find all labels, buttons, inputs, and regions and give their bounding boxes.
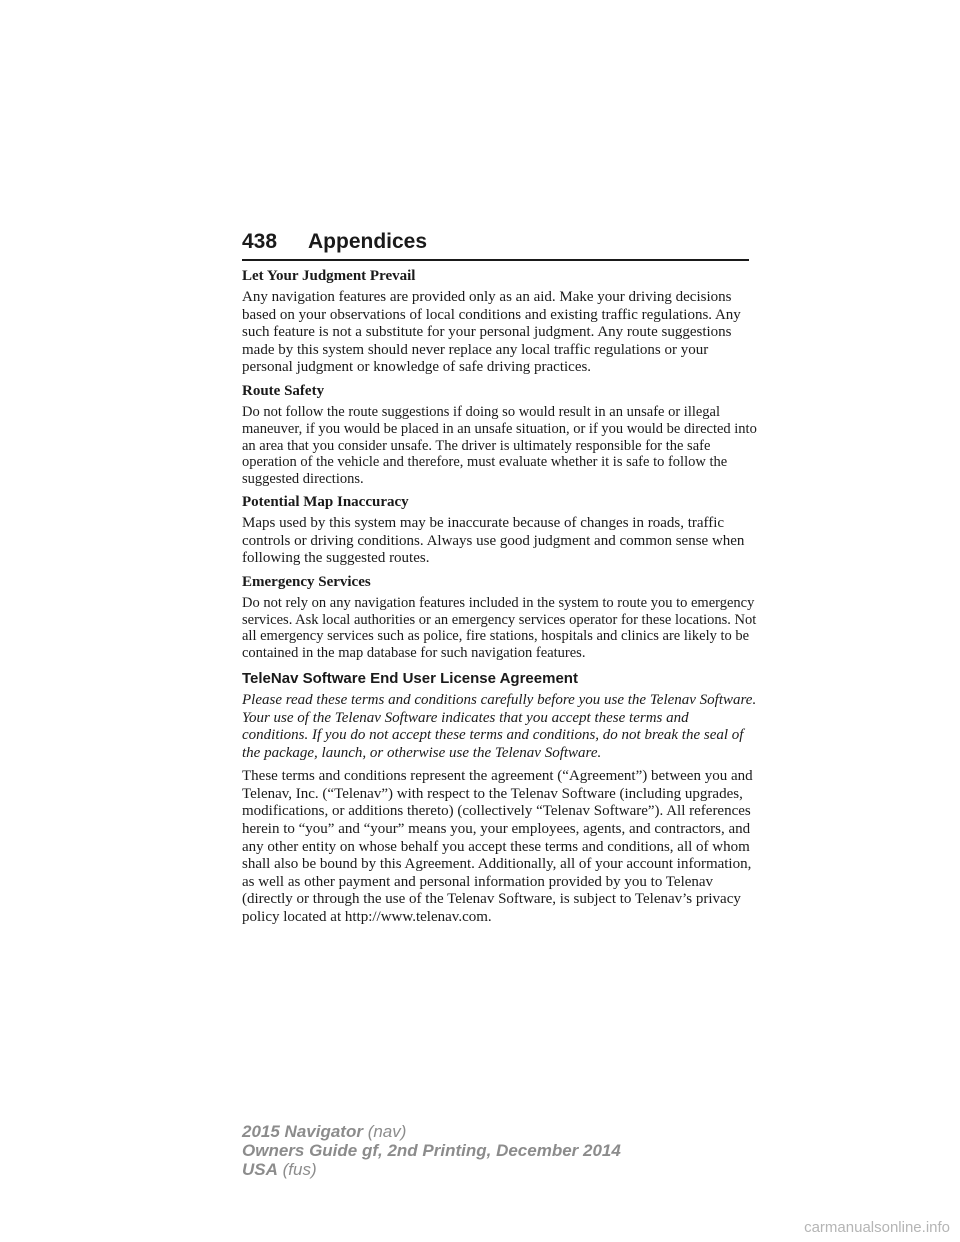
section-body: Maps used by this system may be inaccurate because of changes in roads, traffic controls or driving conditions. Always use good judgment and common sense when following the suggested routes. (242, 514, 745, 567)
section-heading: Let Your Judgment Prevail (242, 268, 416, 284)
section-body: Do not follow the route suggestions if doing so would result in an unsafe or illegal maneuver, if you would be placed in an unsafe situation, or if you would be directed into an area that you consider unsafe. The driver is ultimately responsible for the safe operation of the vehicle and therefore, must evaluate whether it is safe to follow the suggested directions. (242, 403, 757, 488)
section-map-inaccuracy (242, 494, 757, 568)
section-body: Do not rely on any navigation features included in the system to route you to emergency services. Ask local authorities or an emergency services operator for these locations. Not all emergency services such as police, fire stations, hospitals and clinics are likely to be contained in the map database for such navigation features. (242, 594, 757, 662)
watermark-text: carmanualsonline.info (804, 1219, 950, 1236)
footer-model-line (242, 1122, 621, 1141)
section-heading: Route Safety (242, 382, 325, 399)
footer-model-code: (nav) (367, 1122, 407, 1141)
page-content (242, 268, 757, 933)
footer-region-code: (fus) (282, 1160, 317, 1179)
license-heading: TeleNav Software End User License Agreement (242, 669, 578, 687)
section-route-safety (242, 383, 757, 488)
section-license-agreement (242, 670, 757, 927)
footer-guide: Owners Guide gf, 2nd Printing, December 2014 (242, 1141, 621, 1160)
section-emergency-services (242, 574, 757, 662)
license-body: These terms and conditions represent the agreement (“Agreement”) between you and Telenav, Inc. (“Telenav”) with respect to the Telenav Software (including upgrades, modifications, or additions thereto) (collectively “Telenav Software”). All references herein to “you” and “your” means you, your employees, agents, and contractors, and any other entity on whose behalf you accept these terms and conditions, all of whom shall also be bound by this Agreement. Additionally, all of your account information, as well as other payment and personal information provided by you to Telenav (directly or through the use of the Telenav Software, is subject to Telenav’s privacy policy located at http://www.telenav.com. (242, 768, 753, 926)
footer-model: 2015 Navigator (242, 1122, 363, 1141)
page-number: 438 (242, 230, 278, 253)
section-judgment (242, 268, 757, 377)
section-heading: Emergency Services (242, 573, 371, 590)
section-heading: Potential Map Inaccuracy (242, 493, 409, 510)
footer-region: USA (242, 1160, 278, 1179)
section-body: Any navigation features are provided only as an aid. Make your driving decisions based on your observations of local conditions and existing traffic regulations. Any such feature is not a substitute for your personal judgment. Any route suggestions made by this system should never replace any local traffic regulations or your personal judgment or knowledge of safe driving practices. (242, 289, 741, 376)
section-title: Appendices (308, 230, 428, 253)
document-footer (242, 1122, 621, 1179)
license-intro: Please read these terms and conditions carefully before you use the Telenav Software. Your use of the Telenav Software indicates that you accept these terms and conditions. If you do not accept these terms and conditions, do not break the seal of the package, launch, or otherwise use the Telenav Software. (242, 691, 757, 761)
page-header (242, 230, 749, 260)
header-divider (242, 259, 749, 261)
footer-region-line (242, 1160, 621, 1179)
